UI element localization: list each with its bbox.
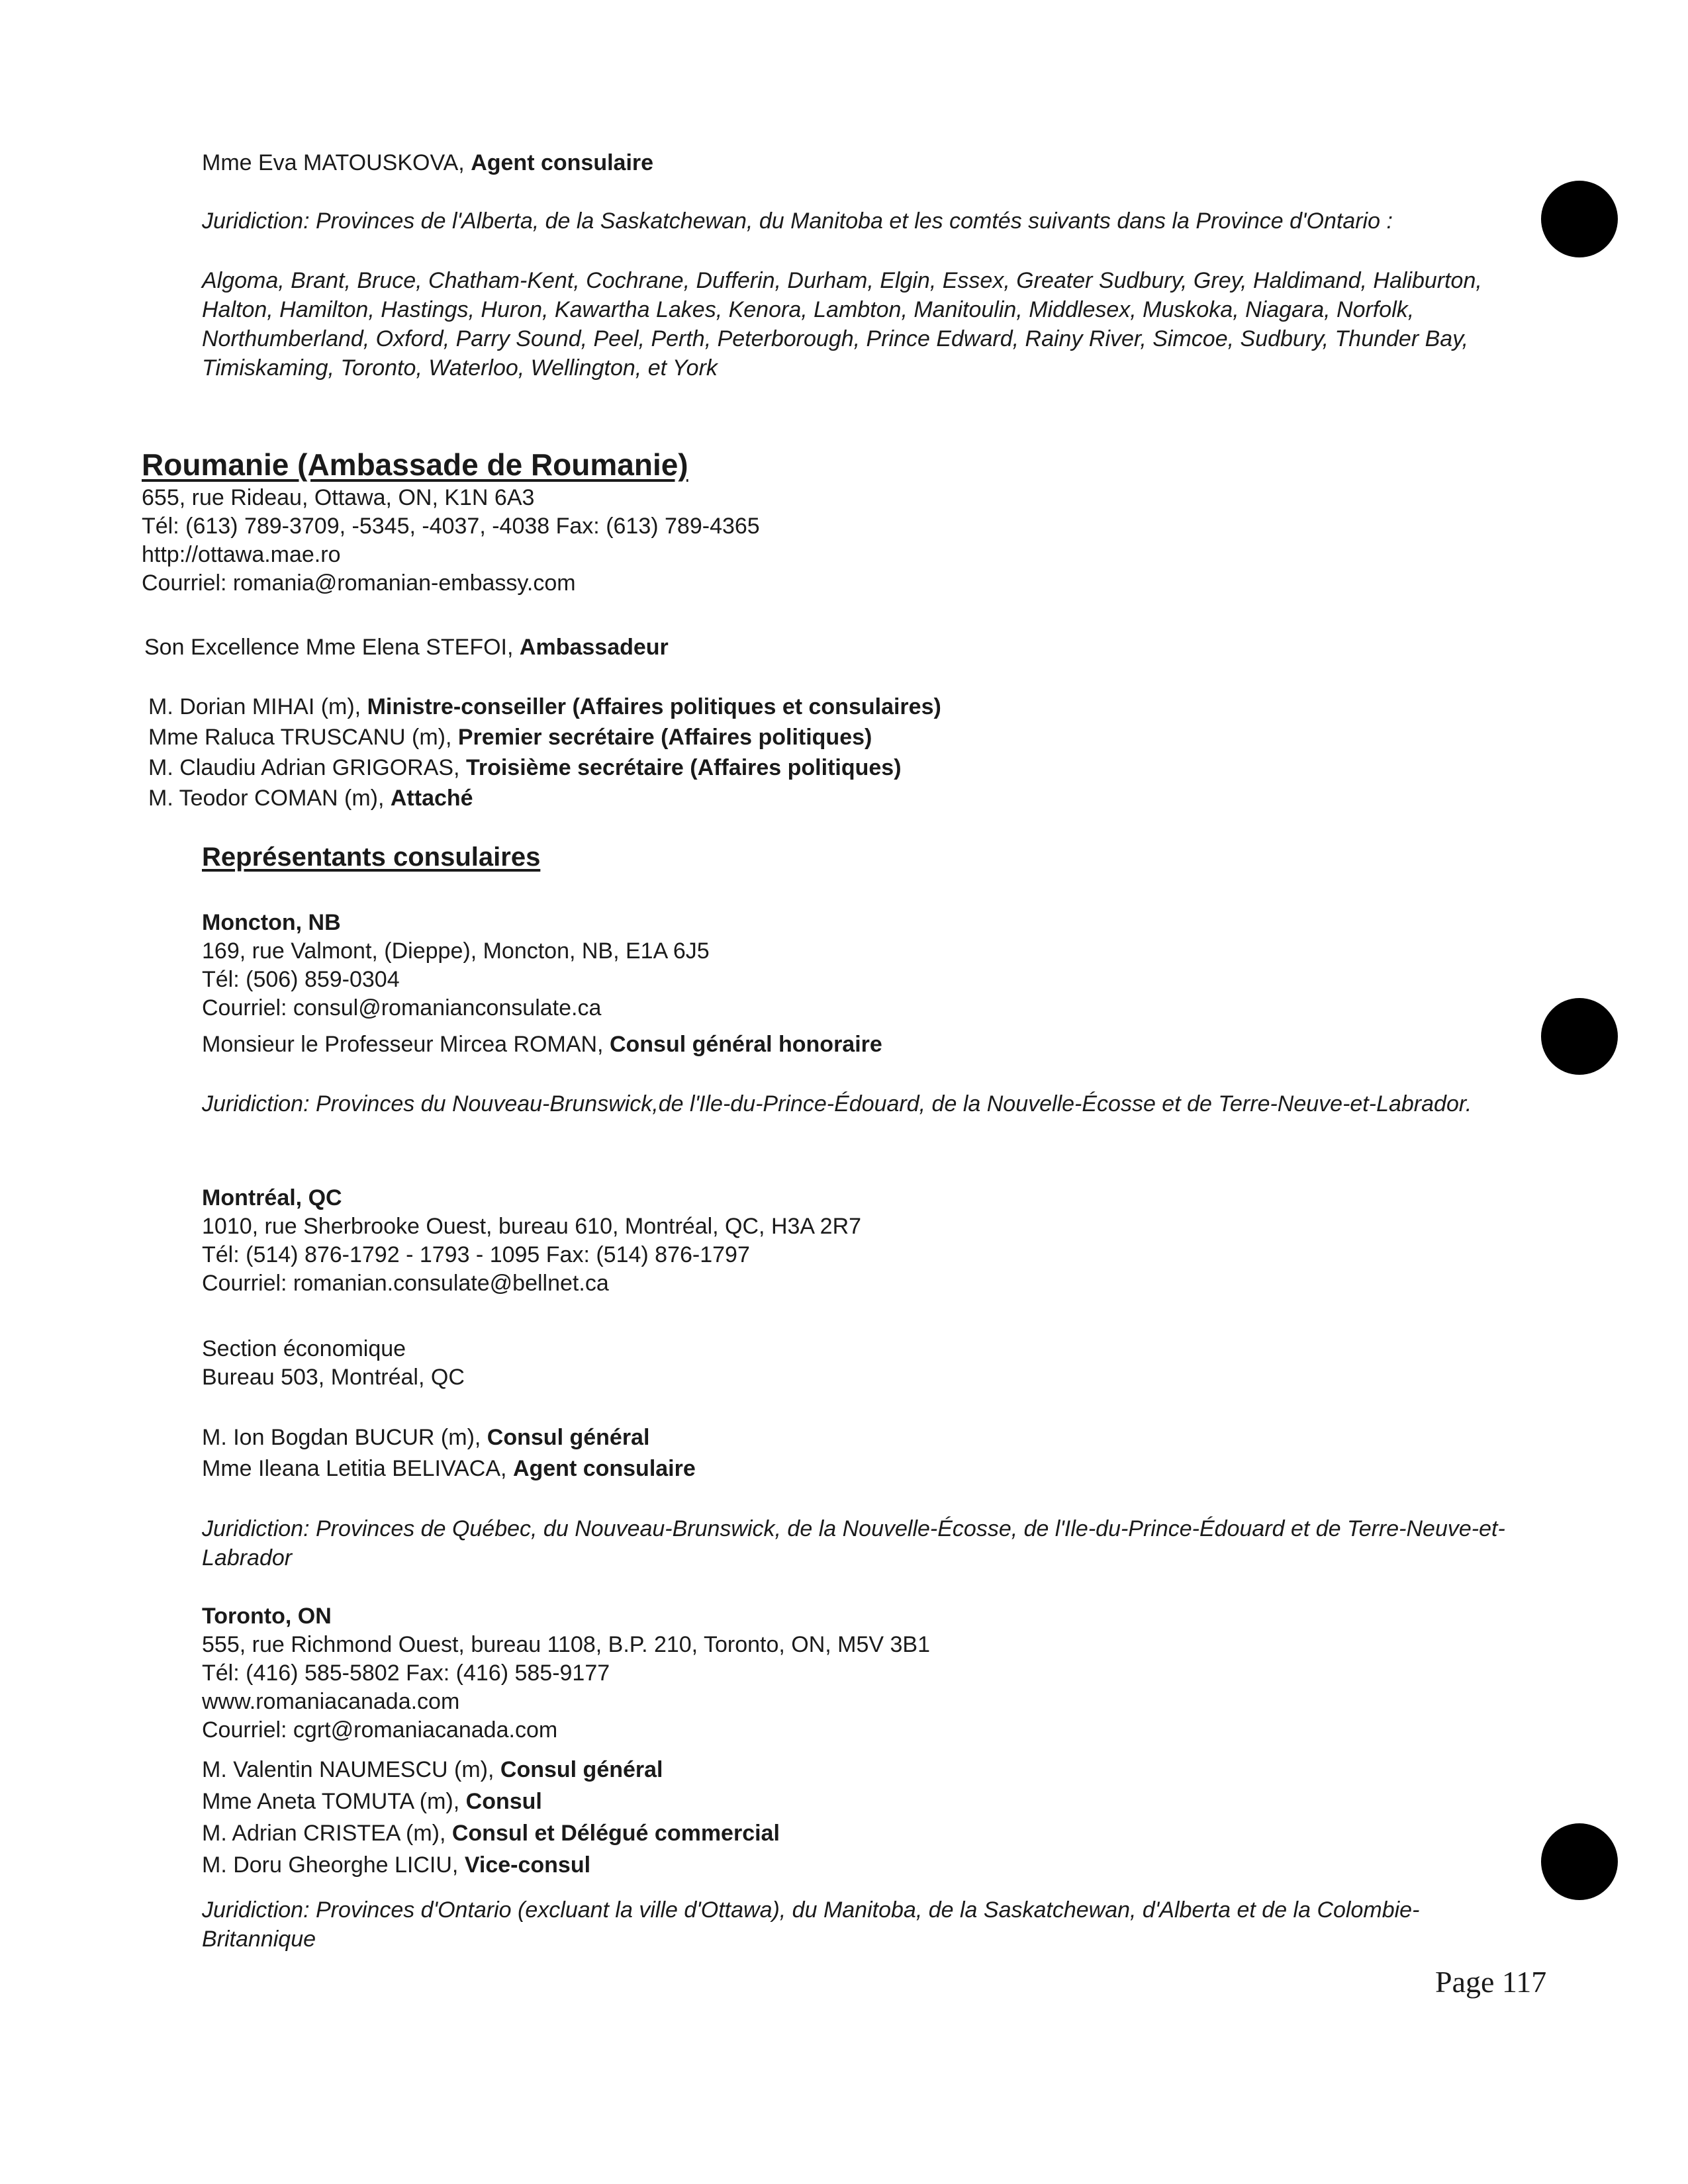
staff-person: M. Claudiu Adrian GRIGORAS, <box>148 755 466 780</box>
prev-entry-person: Mme Eva MATOUSKOVA, <box>202 150 471 175</box>
staff-row <box>202 1454 696 1483</box>
embassy-phone: Tél: (613) 789-3709, -5345, -4037, -4038 Fax: (613) 789-4365 <box>142 514 760 539</box>
moncton-city: Moncton, NB <box>202 910 341 935</box>
embassy-email: Courriel: romania@romanian-embassy.com <box>142 570 576 596</box>
binder-hole-middle <box>1541 998 1618 1075</box>
toronto-address: 555, rue Richmond Ouest, bureau 1108, B.P. 210, Toronto, ON, M5V 3B1 <box>202 1632 931 1657</box>
embassy-website: http://ottawa.mae.ro <box>142 542 341 567</box>
montreal-city: Montréal, QC <box>202 1185 342 1210</box>
staff-person: M. Doru Gheorghe LICIU, <box>202 1852 465 1878</box>
staff-row <box>202 1850 780 1880</box>
moncton-consul-line <box>202 1030 882 1059</box>
montreal-phone: Tél: (514) 876-1792 - 1793 - 1095 Fax: (514) 876-1797 <box>202 1242 750 1267</box>
staff-row <box>202 1423 696 1452</box>
staff-row <box>202 1787 780 1816</box>
toronto-staff-list <box>202 1755 780 1880</box>
montreal-section-address: Bureau 503, Montréal, QC <box>202 1365 465 1390</box>
staff-row <box>148 784 941 813</box>
montreal-juridiction: Juridiction: Provinces de Québec, du Nouveau-Brunswick, de la Nouvelle-Écosse, de l'Ile-du-Prince-Édouard et de Terre-Neuve-et-Labrador <box>202 1516 1505 1570</box>
staff-person: Mme Raluca TRUSCANU (m), <box>148 725 458 750</box>
consular-heading: Représentants consulaires <box>202 842 541 872</box>
binder-hole-bottom <box>1541 1823 1618 1900</box>
staff-title: Troisième secrétaire (Affaires politiques) <box>465 755 902 780</box>
staff-person: Mme Aneta TOMUTA (m), <box>202 1789 466 1814</box>
embassy-address: 655, rue Rideau, Ottawa, ON, K1N 6A3 <box>142 485 535 510</box>
staff-person: M. Teodor COMAN (m), <box>148 786 391 811</box>
montreal-email: Courriel: romanian.consulate@bellnet.ca <box>202 1271 609 1296</box>
staff-title: Vice-consul <box>464 1852 591 1878</box>
staff-person: Mme Ileana Letitia BELIVACA, <box>202 1456 513 1481</box>
ambassador-person: Son Excellence Mme Elena STEFOI, <box>144 635 520 660</box>
prev-entry-person-line <box>202 148 653 177</box>
toronto-email: Courriel: cgrt@romaniacanada.com <box>202 1717 558 1743</box>
toronto-phone: Tél: (416) 585-5802 Fax: (416) 585-9177 <box>202 1661 610 1686</box>
page-number: Page 117 <box>1435 1965 1547 1999</box>
embassy-heading: Roumanie (Ambassade de Roumanie) <box>142 447 688 482</box>
staff-row <box>202 1819 780 1848</box>
staff-person: M. Valentin NAUMESCU (m), <box>202 1757 500 1782</box>
moncton-consul-person: Monsieur le Professeur Mircea ROMAN, <box>202 1032 610 1057</box>
staff-title: Consul <box>465 1789 542 1814</box>
moncton-phone: Tél: (506) 859-0304 <box>202 967 400 992</box>
staff-title: Agent consulaire <box>512 1456 696 1481</box>
prev-entry-juridiction: Juridiction: Provinces de l'Alberta, de la Saskatchewan, du Manitoba et les comtés suivants dans la Province d'Ontario : <box>202 208 1393 234</box>
toronto-juridiction: Juridiction: Provinces d'Ontario (excluant la ville d'Ottawa), du Manitoba, de la Saskatchewan, d'Alberta et de la Colombie-Britannique <box>202 1897 1420 1952</box>
staff-row <box>148 753 941 782</box>
moncton-consul-title: Consul général honoraire <box>609 1032 882 1057</box>
staff-person: M. Adrian CRISTEA (m), <box>202 1821 452 1846</box>
staff-title: Consul général <box>487 1425 650 1450</box>
montreal-staff-list <box>202 1423 696 1483</box>
binder-hole-top <box>1541 181 1618 257</box>
moncton-email: Courriel: consul@romanianconsulate.ca <box>202 995 602 1021</box>
staff-row <box>148 692 941 721</box>
staff-row <box>148 723 941 752</box>
prev-entry-title: Agent consulaire <box>471 150 654 175</box>
ambassador-title: Ambassadeur <box>519 635 669 660</box>
prev-entry-counties: Algoma, Brant, Bruce, Chatham-Kent, Cochrane, Dufferin, Durham, Elgin, Essex, Greater Sudbury, Grey, Haldimand, Haliburton, Halton, Hamilton, Hastings, Huron, Kawartha Lakes, Kenora, Lambton, Manitoulin, Middlesex, Muskoka, Niagara, Norfolk, Northumberland, Oxford, Parry Sound, Peel, Perth, Peterborough, Prince Edward, Rainy River, Simcoe, Sudbury, Thunder Bay, Timiskaming, Toronto, Waterloo, Wellington, et York <box>202 268 1482 381</box>
moncton-address: 169, rue Valmont, (Dieppe), Moncton, NB, E1A 6J5 <box>202 938 710 964</box>
staff-title: Attaché <box>390 786 473 811</box>
staff-row <box>202 1755 780 1784</box>
ambassador-line <box>144 633 669 662</box>
montreal-section: Section économique <box>202 1336 406 1361</box>
staff-title: Ministre-conseiller (Affaires politiques et consulaires) <box>367 694 941 719</box>
moncton-juridiction: Juridiction: Provinces du Nouveau-Brunswick,de l'Ile-du-Prince-Édouard, de la Nouvelle-Écosse et de Terre-Neuve-et-Labrador. <box>202 1091 1472 1116</box>
toronto-city: Toronto, ON <box>202 1604 332 1629</box>
staff-title: Consul général <box>500 1757 663 1782</box>
staff-person: M. Ion Bogdan BUCUR (m), <box>202 1425 487 1450</box>
montreal-address: 1010, rue Sherbrooke Ouest, bureau 610, Montréal, QC, H3A 2R7 <box>202 1214 862 1239</box>
toronto-website: www.romaniacanada.com <box>202 1689 460 1714</box>
embassy-staff-list <box>148 692 941 813</box>
staff-person: M. Dorian MIHAI (m), <box>148 694 367 719</box>
staff-title: Consul et Délégué commercial <box>451 1821 780 1846</box>
staff-title: Premier secrétaire (Affaires politiques) <box>457 725 872 750</box>
